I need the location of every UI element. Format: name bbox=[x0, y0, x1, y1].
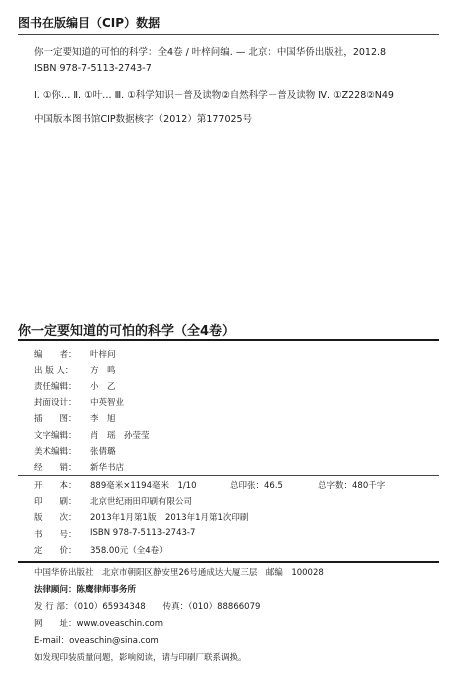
spec-label: 定 价： bbox=[34, 546, 77, 556]
credit-label: 美术编辑： bbox=[34, 447, 77, 457]
spec-printer-value: 北京世纪雨田印刷有限公司 bbox=[90, 497, 193, 507]
credit-label: 经 销： bbox=[34, 463, 77, 473]
credit-row-responsible-editor bbox=[34, 380, 116, 392]
legal-advisor bbox=[34, 583, 136, 595]
divider bbox=[18, 561, 439, 563]
credit-value: 小 乙 bbox=[90, 382, 116, 392]
legal-advisor-value: 陈鹰律师事务所 bbox=[76, 585, 137, 595]
credit-label: 出 版 人： bbox=[34, 366, 74, 376]
spec-price-value: 358.00元（全4卷） bbox=[90, 546, 168, 556]
credit-row-text-editor bbox=[34, 429, 150, 441]
cip-record-number: 中国版本图书馆CIP数据核字（2012）第177025号 bbox=[34, 114, 253, 125]
spec-row-isbn bbox=[34, 528, 195, 540]
credit-row-illustration bbox=[34, 412, 116, 424]
divider bbox=[18, 34, 439, 35]
spec-row-printer bbox=[34, 495, 192, 507]
credit-label: 插 图： bbox=[34, 414, 77, 424]
spec-label: 书 号： bbox=[34, 530, 77, 540]
spec-sheets-value: 总印张：46.5 bbox=[230, 481, 283, 491]
credit-value: 方 鸣 bbox=[90, 366, 116, 376]
spec-row-format bbox=[34, 479, 385, 491]
spec-format-value: 889毫米×1194毫米 1/10 bbox=[90, 481, 197, 491]
spec-words-value: 总字数：480千字 bbox=[318, 481, 386, 491]
divider bbox=[18, 339, 439, 341]
spec-row-edition bbox=[34, 511, 248, 523]
credit-row-cover-design bbox=[34, 396, 124, 408]
quality-notice: 如发现印装质量问题，影响阅读，请与印刷厂联系调换。 bbox=[34, 653, 247, 663]
publisher-phone: 发 行 部：（010）65934348 传真：（010）88866079 bbox=[34, 602, 261, 612]
spec-label: 版 次： bbox=[34, 513, 77, 523]
cip-classification-line: Ⅰ. ①你… Ⅱ. ①叶… Ⅲ. ①科学知识－普及读物②自然科学－普及读物 Ⅳ. ①Z228②N49 bbox=[34, 90, 394, 101]
credit-label: 封面设计： bbox=[34, 398, 77, 408]
credit-value: 中英智业 bbox=[90, 398, 125, 408]
spec-edition-value: 2013年1月第1版 2013年1月第1次印刷 bbox=[90, 513, 249, 523]
credit-label: 文字编辑： bbox=[34, 431, 77, 441]
spec-row-price bbox=[34, 544, 168, 556]
cip-isbn-line: ISBN 978-7-5113-2743-7 bbox=[34, 63, 152, 74]
book-title: 你一定要知道的可怕的科学（全4卷） bbox=[18, 324, 236, 339]
credit-label: 编 者： bbox=[34, 350, 77, 360]
publisher-website: 网 址：www.oveaschin.com bbox=[34, 619, 164, 629]
legal-advisor-label: 法律顾问： bbox=[34, 585, 77, 595]
credit-row-distribution bbox=[34, 461, 124, 473]
credit-value: 新华书店 bbox=[90, 463, 125, 473]
spec-isbn-value: ISBN 978-7-5113-2743-7 bbox=[90, 528, 196, 538]
publisher-email: E-mail：oveaschin@sina.com bbox=[34, 636, 159, 646]
credit-row-publisher bbox=[34, 364, 116, 376]
publisher-address: 中国华侨出版社 北京市朝阳区静安里26号通成达大厦三层 邮编 100028 bbox=[34, 568, 324, 578]
credit-value: 张倩璐 bbox=[90, 447, 116, 457]
cip-heading: 图书在版编目（CIP）数据 bbox=[18, 16, 161, 30]
spec-label: 印 刷： bbox=[34, 497, 77, 507]
spec-label: 开 本： bbox=[34, 481, 77, 491]
divider bbox=[18, 475, 439, 476]
credit-value: 肖 瑶 孙莹莹 bbox=[90, 431, 150, 441]
credit-row-editor bbox=[34, 348, 116, 360]
credit-label: 责任编辑： bbox=[34, 382, 77, 392]
credit-value: 李 旭 bbox=[90, 414, 116, 424]
credit-row-art-editor bbox=[34, 445, 116, 457]
credit-value: 叶梓问 bbox=[90, 350, 116, 360]
cip-catalog-line: 你一定要知道的可怕的科学：全4卷 / 叶梓问编. — 北京：中国华侨出版社，2012.8 bbox=[34, 47, 387, 58]
